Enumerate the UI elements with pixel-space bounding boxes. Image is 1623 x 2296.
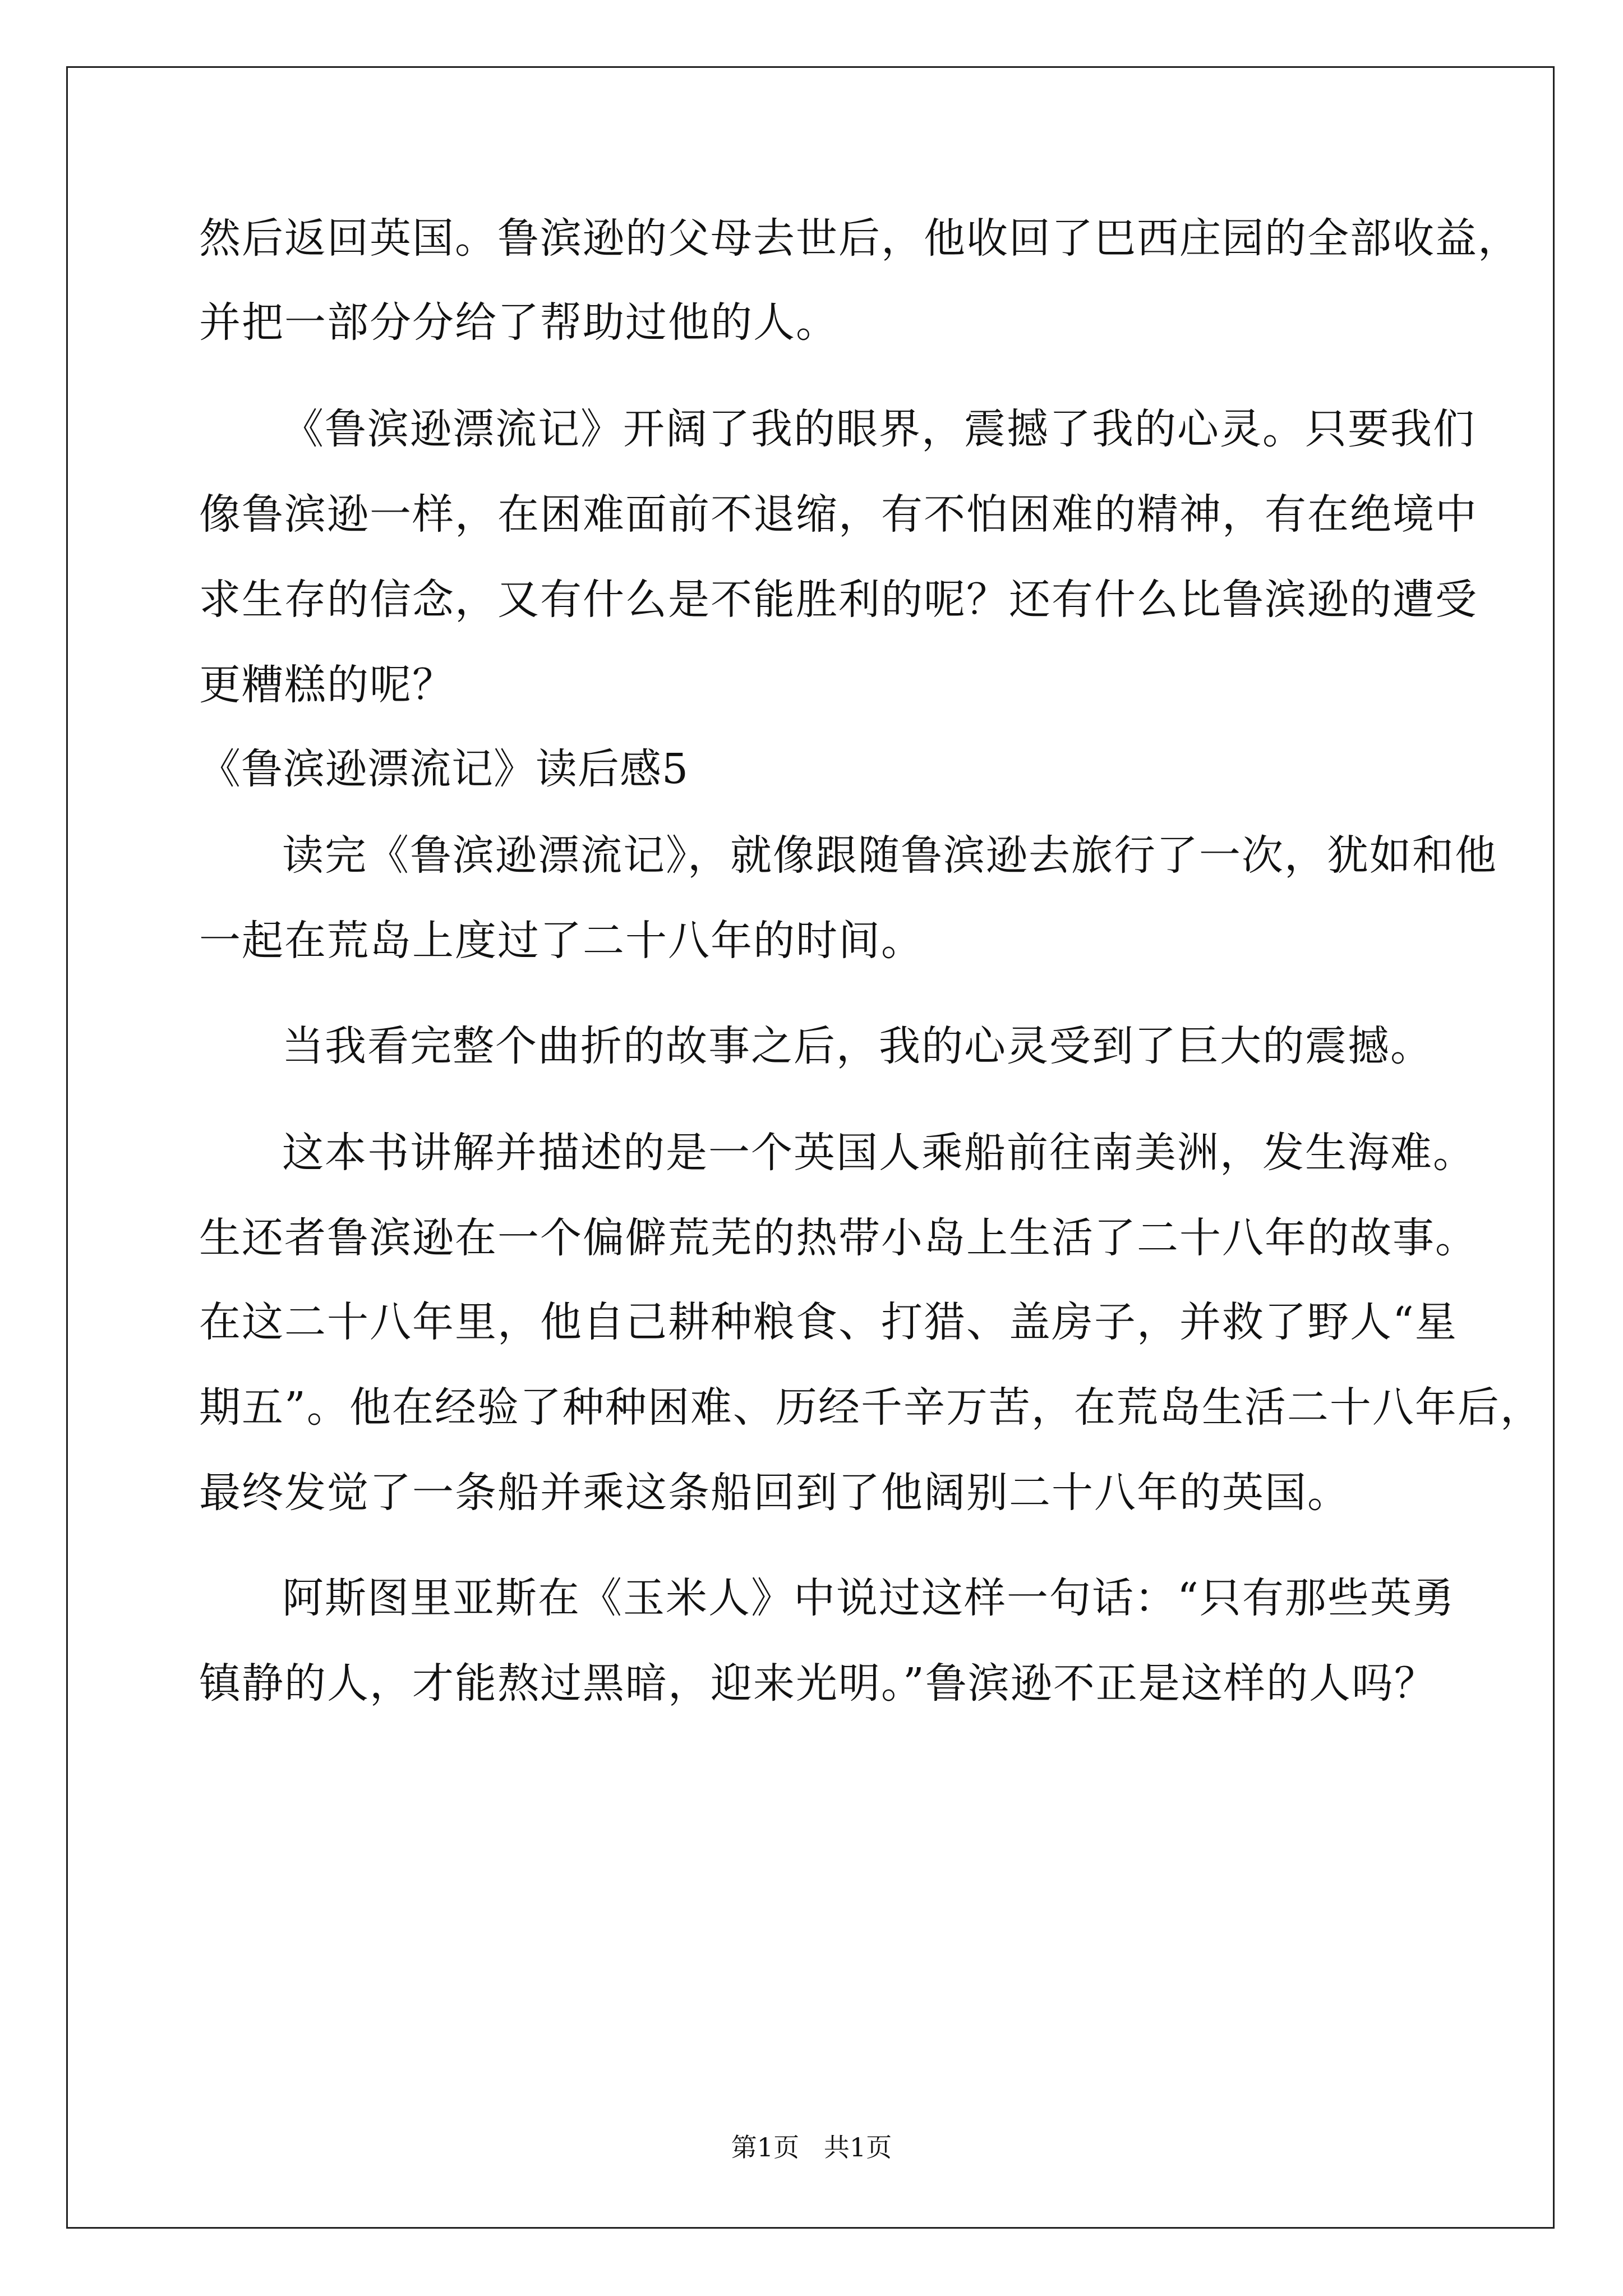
paragraph-line: 《鲁滨逊漂流记》开阔了我的眼界，震撼了我的心灵。只要我们 — [282, 405, 1476, 453]
paragraph-line: 生还者鲁滨逊在一个偏僻荒芜的热带小岛上生活了二十八年的故事。 — [199, 1214, 1478, 1262]
paragraph-line: 阿斯图里亚斯在《玉米人》中说过这样一句话：“只有那些英勇 — [282, 1574, 1455, 1622]
paragraph-line: 更糟糕的呢？ — [199, 661, 455, 709]
paragraph-line: 镇静的人，才能熬过黑暗，迎来光明。”鲁滨逊不正是这样的人吗？ — [199, 1659, 1437, 1708]
paragraph-line: 期五”。他在经验了种种困难、历经千辛万苦，在荒岛生活二十八年后， — [199, 1383, 1543, 1432]
page-footer: 第1页 共1页 — [731, 2132, 892, 2162]
paragraph-line: 然后返回英国。鲁滨逊的父母去世后，他收回了巴西庄园的全部收益， — [199, 214, 1520, 263]
paragraph-line: 并把一部分分给了帮助过他的人。 — [199, 298, 838, 347]
paragraph-line: 求生存的信念，又有什么是不能胜利的呢？还有什么比鲁滨逊的遭受 — [199, 576, 1478, 624]
paragraph-line: 像鲁滨逊一样，在困难面前不退缩，有不怕困难的精神，有在绝境中 — [199, 490, 1478, 539]
paragraph-line: 最终发觉了一条船并乘这条船回到了他阔别二十八年的英国。 — [199, 1469, 1350, 1517]
paragraph-line: 读完《鲁滨逊漂流记》，就像跟随鲁滨逊去旅行了一次，犹如和他 — [282, 831, 1497, 880]
paragraph-line: 当我看完整个曲折的故事之后，我的心灵受到了巨大的震撼。 — [282, 1022, 1433, 1070]
section-heading: 《鲁滨逊漂流记》读后感5 — [199, 745, 689, 793]
paragraph-line: 一起在荒岛上度过了二十八年的时间。 — [199, 917, 924, 965]
paragraph-line: 这本书讲解并描述的是一个英国人乘船前往南美洲，发生海难。 — [282, 1129, 1476, 1177]
paragraph-line: 在这二十八年里，他自己耕种粮食、打猎、盖房子，并救了野人“星 — [199, 1298, 1458, 1346]
